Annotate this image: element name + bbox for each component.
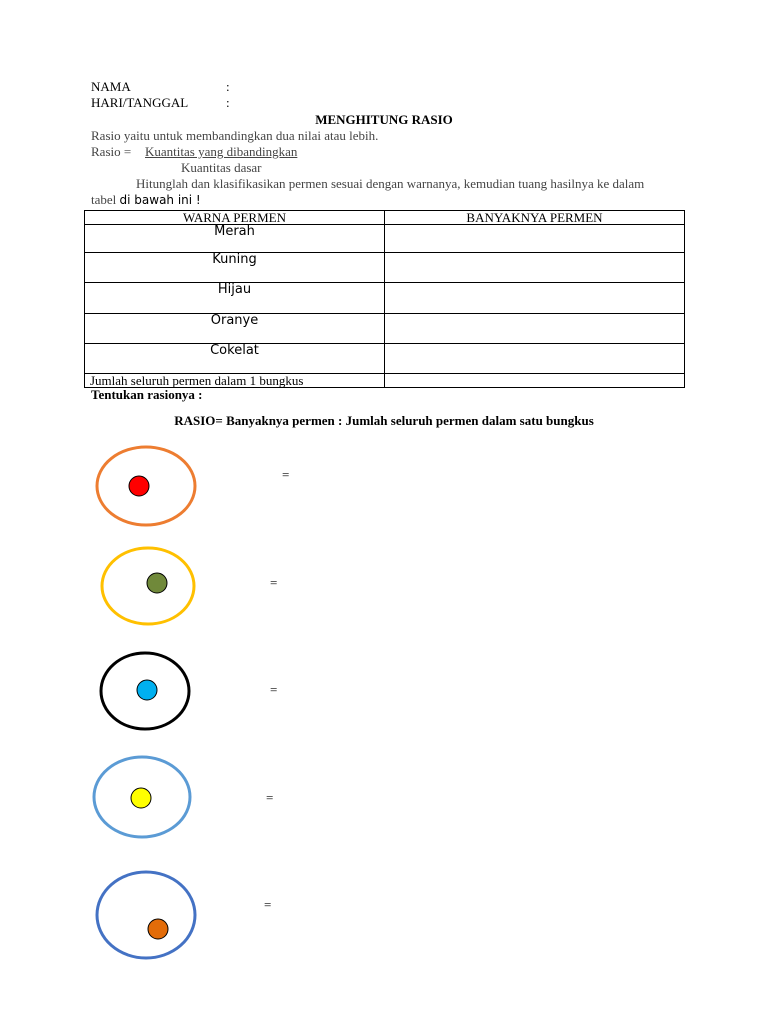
tanggal-colon: : <box>226 95 230 110</box>
row-color: Merah <box>85 225 385 253</box>
instruction-line2-b: di bawah ini ! <box>119 193 201 207</box>
candy-dot-icon <box>137 680 157 700</box>
candy-dot-icon <box>147 573 167 593</box>
equals-sign: = <box>264 897 272 912</box>
table-footer-label: Jumlah seluruh permen dalam 1 bungkus <box>85 374 385 388</box>
instruction-line2-a: tabel <box>91 192 117 207</box>
row-color: Kuning <box>85 253 385 283</box>
page-title: MENGHITUNG RASIO <box>315 112 453 127</box>
ratio-item <box>94 757 190 837</box>
row-color: Cokelat <box>85 344 385 374</box>
ratio-formula: RASIO= Banyaknya permen : Jumlah seluruh permen dalam satu bungkus <box>174 413 594 428</box>
ratio-item <box>102 548 194 624</box>
instruction-line1: Hitunglah dan klasifikasikan permen sesuai dengan warnanya, kemudian tuang hasilnya ke dalam <box>136 176 645 191</box>
equals-sign: = <box>282 467 290 482</box>
formula-numerator: Kuantitas yang dibandingkan <box>145 144 298 159</box>
tanggal-label: HARI/TANGGAL <box>91 95 189 110</box>
equals-sign: = <box>270 682 278 697</box>
definition-text: Rasio yaitu untuk membandingkan dua nilai atau lebih. <box>91 128 379 143</box>
equals-sign: = <box>270 575 278 590</box>
table-header-count: BANYAKNYA PERMEN <box>385 211 685 225</box>
ring-circle-icon <box>97 872 195 958</box>
candy-dot-icon <box>129 476 149 496</box>
equals-sign: = <box>266 790 274 805</box>
ratio-item <box>97 872 195 958</box>
ratio-item <box>97 447 195 525</box>
candy-dot-icon <box>148 919 168 939</box>
table-header-color: WARNA PERMEN <box>85 211 385 225</box>
nama-label: NAMA <box>91 79 131 94</box>
ratio-prompt: Tentukan rasionya : <box>91 387 203 402</box>
nama-colon: : <box>226 79 230 94</box>
row-color: Hijau <box>85 283 385 314</box>
formula-denominator: Kuantitas dasar <box>181 160 262 175</box>
formula-label: Rasio = <box>91 144 132 159</box>
row-color: Oranye <box>85 314 385 344</box>
candy-dot-icon <box>131 788 151 808</box>
ratio-item <box>101 653 189 729</box>
